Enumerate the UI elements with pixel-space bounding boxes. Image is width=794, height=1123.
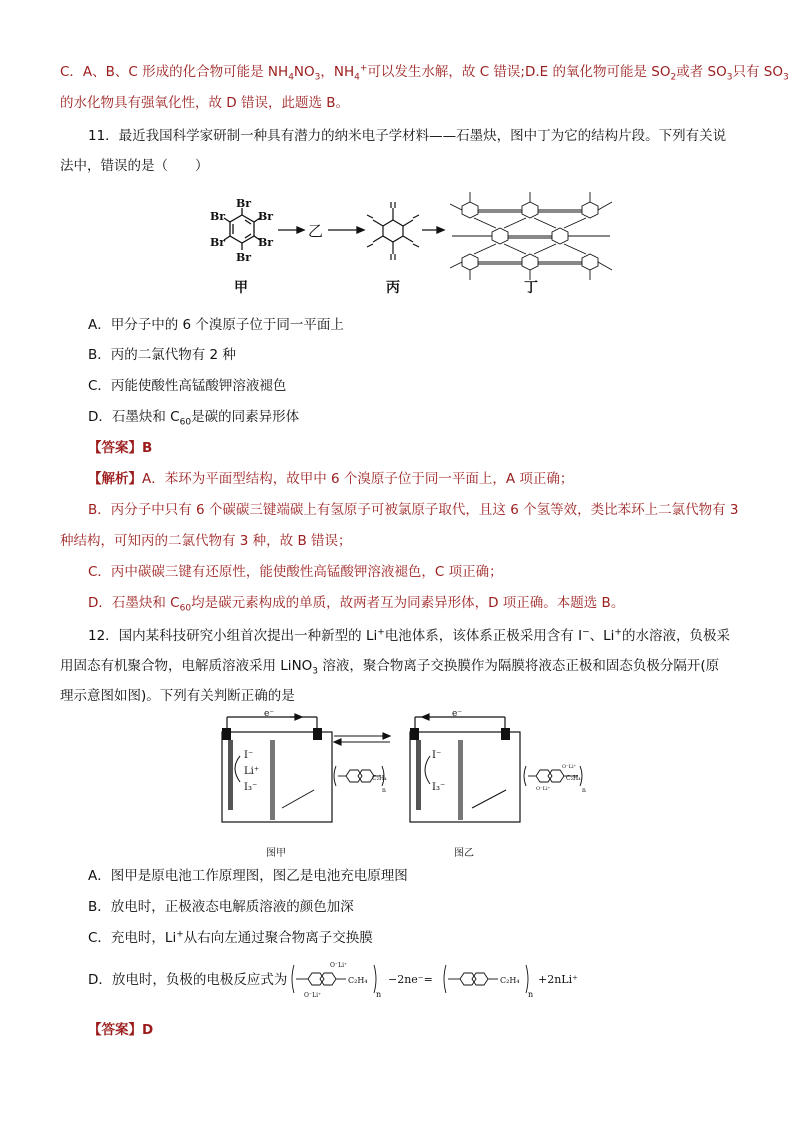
prev-explanation-line-1: C．A、B、C 形成的化合物可能是 $NH_4NO_3$，$NH_4^+$可以发生水解，故 C 错误;D.E 的氧化物可能是 $SO_2$或者 $SO_3$只有 $SO_3$ xyxy=(60,63,789,83)
br-label: Br xyxy=(236,197,252,210)
q11-answer: 【答案】B xyxy=(88,440,153,456)
q11-structure-figure xyxy=(200,190,620,300)
reaction-arrow xyxy=(278,227,444,233)
ethylene-label: C₂H₄ xyxy=(372,775,387,782)
q11-option-a: A．甲分子中的 6 个溴原子位于同一平面上 xyxy=(88,317,344,333)
electron-transfer: −2ne⁻= xyxy=(388,973,433,986)
q11-explanation-b2: 种结构，可知丙的二氯代物有 3 种，故 B 错误； xyxy=(60,533,352,549)
q12-option-a: A．图甲是原电池工作原理图，图乙是电池充电原理图 xyxy=(88,868,408,884)
ion-arrow xyxy=(425,756,430,784)
q11-option-c: C．丙能使酸性高锰酸钾溶液褪色 xyxy=(88,378,287,394)
oli-label: O⁻Li⁺ xyxy=(562,764,577,770)
oli-label: O⁻Li⁺ xyxy=(304,992,322,999)
br-label: Br xyxy=(210,210,226,223)
br-label: Br xyxy=(258,236,274,249)
q11-stem-line-1: 11．最近我国科学家研制一种具有潜力的纳米电子学材料——石墨炔，图中丁为它的结构片段。下列有关说 xyxy=(88,128,727,144)
br-label: Br xyxy=(210,236,226,249)
polymer-n: n xyxy=(376,990,382,999)
intermediate-yi-label: 乙 xyxy=(308,222,324,240)
q11-explanation-c: C．丙中碳碳三键有还原性，能使酸性高锰酸钾溶液褪色，C 项正确； xyxy=(88,564,503,580)
electron-label: e⁻ xyxy=(452,709,463,719)
ethylene-label: C₂H₄ xyxy=(500,976,520,985)
br-label: Br xyxy=(258,210,274,223)
q12-option-c: C．充电时，Li+从右向左通过聚合物离子交换膜 xyxy=(88,929,373,946)
pointer-arrow xyxy=(472,790,506,808)
q12-stem-line-1: 12．国内某科技研究小组首次提出一种新型的 Li+电池体系，该体系正极采用含有 I−、Li+的水溶液，负极采 xyxy=(88,627,730,644)
oli-label: O⁻Li⁺ xyxy=(330,962,348,969)
lithium-product: +2nLi⁺ xyxy=(538,973,578,986)
q11-explanation-d: D．石墨炔和 $C_{60}$均是碳元素构成的单质，故两者互为同素异形体，D 项正确。本题选 B。 xyxy=(88,595,625,614)
q12-stem-line-2: 用固态有机聚合物，电解质溶液采用 LiNO$_3$ 溶液，聚合物离子交换膜作为隔膜将液态正极和固态负极分隔开(原 xyxy=(60,658,720,677)
polymer-n: n xyxy=(528,990,534,999)
polymer-n: n xyxy=(382,787,386,794)
iodide-label: I⁻ xyxy=(244,750,254,761)
battery-diagram xyxy=(210,708,610,863)
q12-option-d-equation xyxy=(290,955,620,1003)
q11-option-d: D．石墨炔和 $C_{60}$是碳的同素异形体 xyxy=(88,409,300,428)
oli-label: O⁻Li⁺ xyxy=(536,786,551,792)
label-ding: 丁 xyxy=(524,280,538,296)
molecule-ding xyxy=(450,192,612,280)
ion-arrow xyxy=(235,756,240,782)
q12-option-b: B．放电时，正极液态电解质溶液的颜色加深 xyxy=(88,899,354,915)
q11-option-b: B．丙的二氯代物有 2 种 xyxy=(88,347,236,363)
q11-stem-line-2: 法中，错误的是（ ） xyxy=(60,158,209,174)
label-jia: 甲 xyxy=(234,280,248,296)
q11-explanation-a: 【解析】A．苯环为平面型结构，故甲中 6 个溴原子位于同一平面上，A 项正确； xyxy=(88,471,574,487)
molecule-jia xyxy=(224,208,260,250)
br-label: Br xyxy=(236,251,252,264)
molecule-bing xyxy=(367,202,419,260)
polymer-n: n xyxy=(582,787,586,794)
lithium-ion-label: Li⁺ xyxy=(244,766,260,777)
label-bing: 丙 xyxy=(386,280,400,296)
pointer-arrow xyxy=(282,790,314,808)
prev-explanation-line-2: 的水化物具有强氧化性，故 D 错误，此题选 B。 xyxy=(60,95,350,111)
caption-yi: 图乙 xyxy=(454,848,474,859)
triiodide-label: I₃⁻ xyxy=(244,782,258,793)
ethylene-label: C₂H₄ xyxy=(566,775,581,782)
iodide-label: I⁻ xyxy=(432,750,442,761)
q12-option-d: D．放电时，负极的电极反应式为 xyxy=(88,972,288,988)
reversible-arrows xyxy=(334,733,390,745)
electron-label: e⁻ xyxy=(264,709,275,719)
q11-explanation-b1: B．丙分子中只有 6 个碳碳三键端碳上有氢原子可被氯原子取代，且这 6 个氢等效，类比苯环上二氯代物有 3 xyxy=(88,502,739,518)
q12-stem-line-3: 理示意图如图)。下列有关判断正确的是 xyxy=(60,688,295,704)
caption-jia: 图甲 xyxy=(266,848,286,859)
q12-answer: 【答案】D xyxy=(88,1022,154,1038)
ethylene-label: C₂H₄ xyxy=(348,976,368,985)
triiodide-label: I₃⁻ xyxy=(432,782,446,793)
